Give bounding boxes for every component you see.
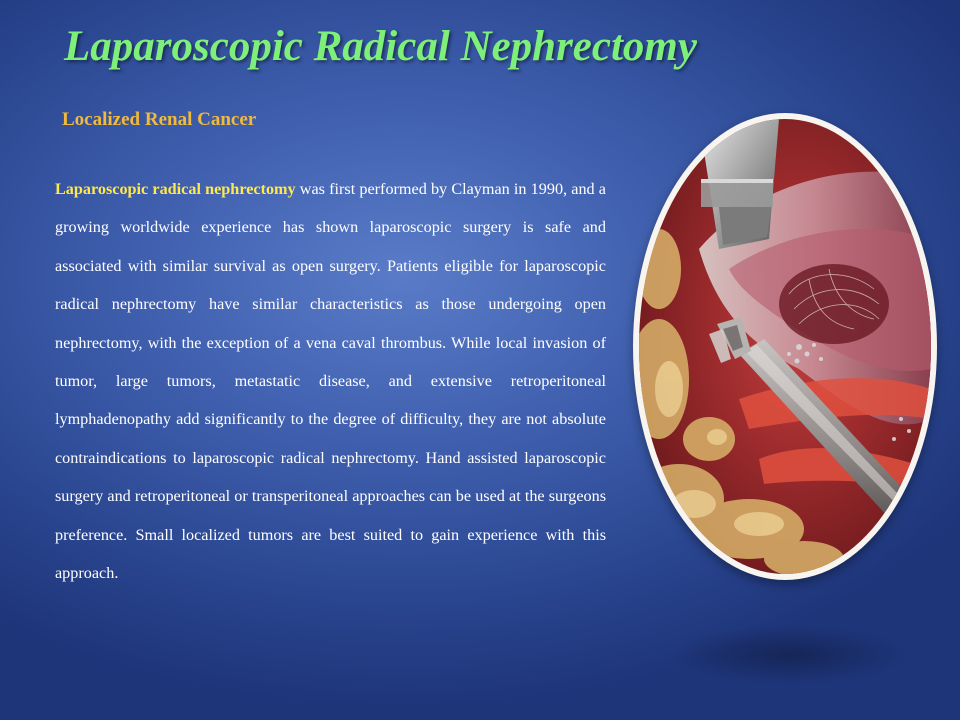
body-text: was first performed by Clayman in 1990, and a growing worldwide experience has shown laparoscopic surgery is safe and associated with similar survival as open surgery. Patients eligible for laparoscopic radical nephrectomy have similar characteristics as those undergoing open nephrectomy, with the exception of a vena caval thrombus. While local invasion of tumor, large tumors, metastatic disease, and extensive retroperitoneal lymphadenopathy add significantly to the degree of difficulty, they are not absolute contraindications to laparoscopic radical nephrectomy. Hand assisted laparoscopic surgery and retroperitoneal or transperitoneal approaches can be used at the surgeons preference. Small localized tumors are best suited to gain experience with this approach. — [55, 180, 606, 583]
laparoscopic-surgery-photo — [639, 119, 931, 574]
slide-title: Laparoscopic Radical Nephrectomy — [64, 23, 697, 70]
slide-subtitle: Localized Renal Cancer — [62, 109, 257, 130]
body-paragraph — [55, 170, 606, 592]
body-highlight: Laparoscopic radical nephrectomy — [55, 180, 296, 198]
photo-shadow — [670, 625, 910, 685]
